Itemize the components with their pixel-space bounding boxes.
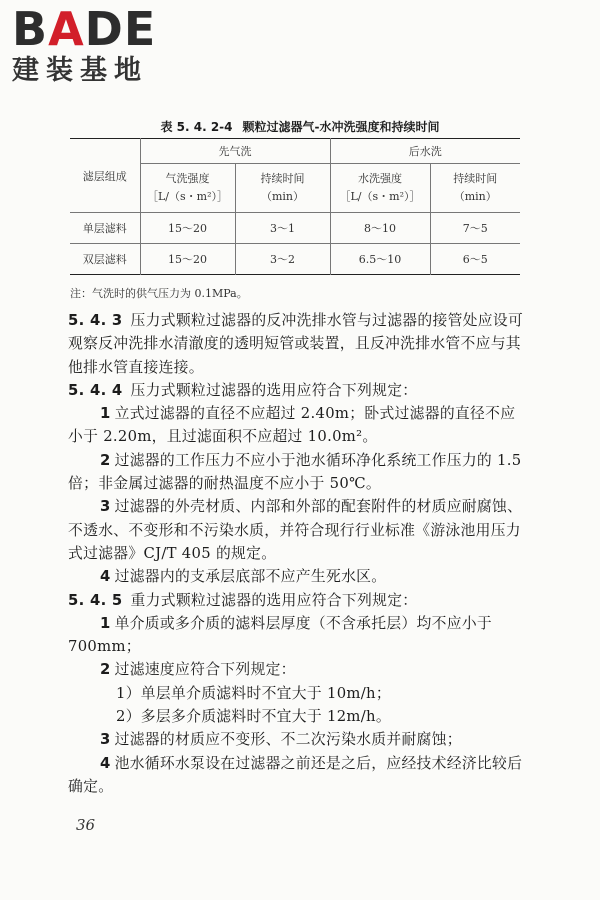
table-cell: 7～5 [430,213,520,244]
brand-logo [12,2,182,86]
list-item: 4 过滤器内的支承层底部不应产生死水区。 [100,568,387,586]
table-note: 注：气洗时的供气压力为 0.1MPa。 [70,287,248,300]
list-item: 2 过滤器的工作压力不应小于池水循环净化系统工作压力的 1.5 倍；非金属过滤器的耐热温度不应小于 50℃。 [68,451,522,493]
page-number: 36 [76,816,96,834]
header-water-wash: 后水洗 [330,139,520,164]
body-text [68,309,528,798]
logo-wordmark: BADE [12,2,157,56]
list-item: 1 立式过滤器的直径不应超过 2.40m；卧式过滤器的直径不应小于 2.20m，且过滤面积不应超过 10.0m²。 [68,405,516,446]
table-cell: 15～20 [140,213,235,244]
table-row [70,244,520,275]
table-cell: 3～1 [235,213,330,244]
subheader-cell: 持续时间 （min） [235,164,330,213]
table-cell: 6～5 [430,244,520,275]
row-label: 单层滤料 [70,213,140,244]
list-item: 4 池水循环水泵设在过滤器之前还是之后，应经技术经济比较后确定。 [68,754,523,795]
clause-5-4-5: 5. 4. 5 重力式颗粒过滤器的选用应符合下列规定： [68,591,418,609]
list-item: 2 过滤速度应符合下列规定： [100,661,296,679]
sub-list-item: 1）单层单介质滤料时不宜大于 10m/h； [116,684,391,702]
table-cell: 3～2 [235,244,330,275]
header-layer: 滤层组成 [70,139,140,213]
table-cell: 8～10 [330,213,430,244]
subheader-cell: 水洗强度 ［L/（s・m²）］ [330,164,430,213]
logo-subtitle: 建装基地 [12,55,148,86]
clause-5-4-3: 5. 4. 3 压力式颗粒过滤器的反冲洗排水管与过滤器的接管处应设可观察反冲洗排水清澈度的透明短管或装置，且反冲洗排水管不应与其他排水管直接连接。 [68,312,524,376]
table-row [70,213,520,244]
sub-list-item: 2）多层多介质滤料时不宜大于 12m/h。 [116,708,391,726]
backwash-table [70,138,520,275]
subheader-cell: 持续时间 （min） [430,164,520,213]
clause-5-4-4: 5. 4. 4 压力式颗粒过滤器的选用应符合下列规定： [68,381,418,399]
list-item: 3 过滤器的材质应不变形、不二次污染水质并耐腐蚀； [100,731,462,749]
table-cell: 15～20 [140,244,235,275]
list-item: 1 单介质或多介质的滤料层厚度（不含承托层）均不应小于 700mm； [68,614,493,656]
row-label: 双层滤料 [70,244,140,275]
table-caption: 表 5. 4. 2-4 颗粒过滤器气-水冲洗强度和持续时间 [160,120,440,134]
header-air-wash: 先气洗 [140,139,330,164]
table-cell: 6.5～10 [330,244,430,275]
list-item: 3 过滤器的外壳材质、内部和外部的配套附件的材质应耐腐蚀、不透水、不变形和不污染水质，并符合现行行业标准《游泳池用压力式过滤器》CJ/T 405 的规定。 [68,498,523,562]
subheader-cell: 气洗强度 ［L/（s・m²）］ [140,164,235,213]
